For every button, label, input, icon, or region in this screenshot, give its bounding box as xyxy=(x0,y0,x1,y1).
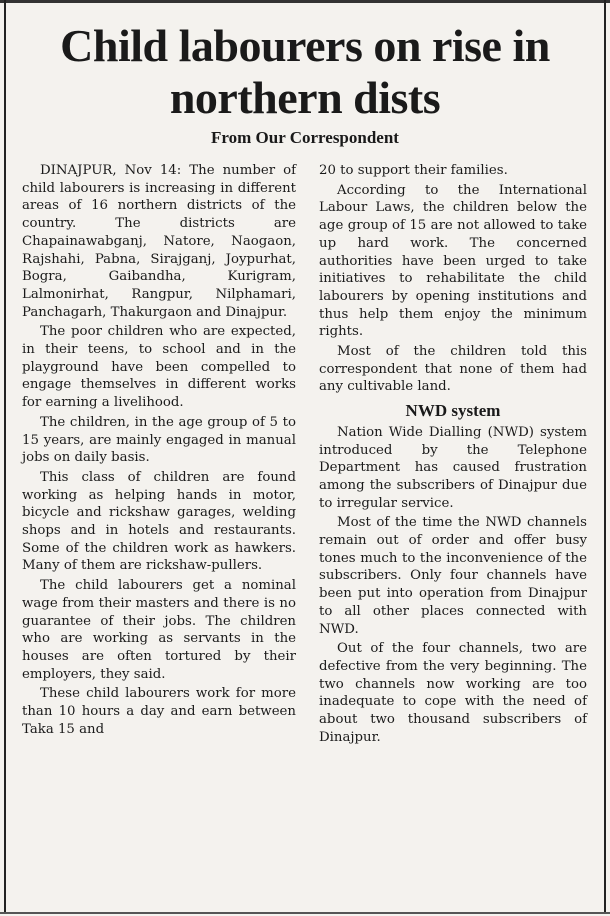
left-column xyxy=(22,162,296,739)
byline: From Our Correspondent xyxy=(211,128,399,147)
bottom-rule xyxy=(0,912,610,914)
paragraph: These child labourers work for more than 10 hours a day and earn between Taka 15 and xyxy=(22,686,296,737)
paragraph: Out of the four channels, two are defective from the very beginning. The two channels now working are too inadequate to cope with the need of about two thousand subscribers of Dinajpur. xyxy=(319,641,587,745)
paragraph: Most of the time the NWD channels remain out of order and offer busy tones much to the inconvenience of the subscribers. Only four channels have been put into operation from Dinajpur to all other places connected with NWD. xyxy=(319,515,587,637)
paragraph: The children, in the age group of 5 to 15 years, are mainly engaged in manual jobs on daily basis. xyxy=(22,414,296,466)
paragraph: According to the International Labour Laws, the children below the age group of 15 are not allowed to take up hard work. The concerned authorities have been urged to take initiatives to rehabilitate the child labourers by opening institutions and thus help them enjoy the minimum rights. xyxy=(319,182,587,340)
paragraph: Nation Wide Dialling (NWD) system introduced by the Telephone Department has caused frustration among the subscribers of Dinajpur due to irregular service. xyxy=(319,424,587,511)
paragraph: 20 to support their families. xyxy=(319,163,508,178)
paragraph: This class of children are found working as helping hands in motor, bicycle and rickshaw garages, welding shops and in hotels and restaurants. Some of the children work as hawkers. Many of them are rickshaw-pullers. xyxy=(22,469,296,574)
dateline: DINAJPUR, Nov 14: xyxy=(40,163,182,178)
headline: Child labourers on rise in northern dists xyxy=(60,20,550,123)
paragraph: The child labourers get a nominal wage from their masters and there is no guarantee of their jobs. The children who are working as servants in the houses are often tortured by their employers, they said. xyxy=(22,578,296,682)
paragraph: Most of the children told this correspondent that none of them had any cultivable land. xyxy=(319,344,587,395)
subheading: NWD system xyxy=(405,401,501,421)
right-column xyxy=(319,162,587,747)
paragraph: DINAJPUR, Nov 14: The number of child labourers is increasing in different areas of 16 northern districts of the country. The districts are Chapainawabganj, Natore, Naogaon, Rajshahi, Pabna, Sirajganj, Joypurhat, Bogra, Gaibandha, Kurigram, Lalmonirhat, Rangpur, Nilphamari, Panchagarh, Thakurgaon and Dinajpur. xyxy=(22,163,297,320)
paragraph: The poor children who are expected, in their teens, to school and in the playground have been compelled to engage themselves in different works for earning a livelihood. xyxy=(22,324,296,411)
